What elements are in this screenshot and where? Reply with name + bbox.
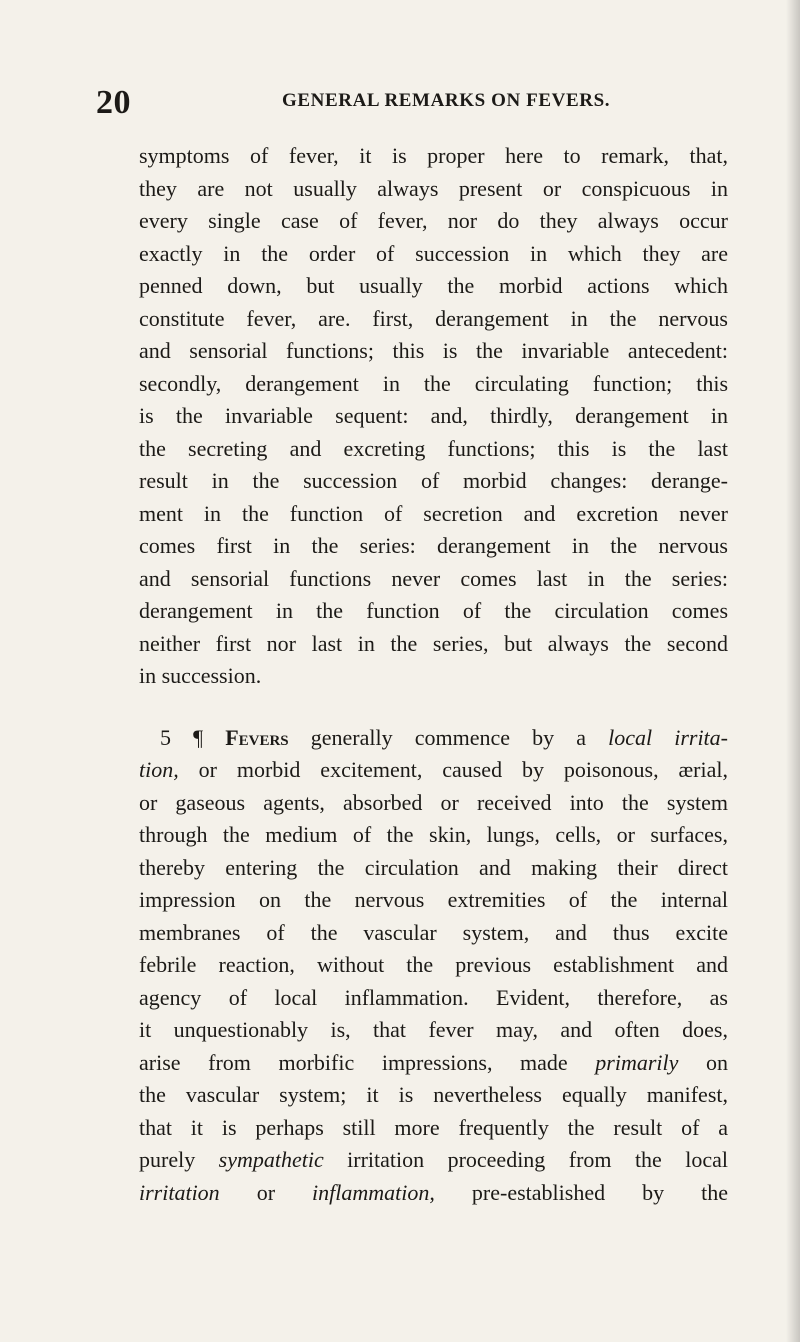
text-line: febrile reaction, without the previous establishment and bbox=[139, 952, 728, 977]
text-line: is the invariable sequent: and, thirdly, derangement in bbox=[139, 403, 728, 428]
paragraph-2 bbox=[139, 722, 728, 1210]
lead-word: Fevers bbox=[225, 724, 289, 750]
text-line bbox=[139, 1144, 728, 1177]
text-line: and sensorial functions; this is the invariable antecedent: bbox=[139, 338, 728, 363]
text-run: on bbox=[678, 1049, 728, 1075]
text-run: pre-established by the bbox=[434, 1179, 728, 1205]
text-line: derangement in the function of the circulation comes bbox=[139, 598, 728, 623]
italic-run: inflammation, bbox=[312, 1179, 435, 1205]
section-number: 5 bbox=[160, 724, 171, 750]
page-header bbox=[96, 72, 736, 122]
italic-run: sympathetic bbox=[218, 1147, 324, 1172]
text-line bbox=[139, 1047, 728, 1080]
text-line: it unquestionably is, that fever may, and often does, bbox=[139, 1017, 728, 1042]
text-line: the secreting and excreting functions; this is the last bbox=[139, 435, 728, 461]
text-line bbox=[139, 722, 728, 755]
text-line: exactly in the order of succession in which they are bbox=[139, 240, 728, 266]
text-run: or morbid excitement, caused by poisonous, ærial, bbox=[178, 757, 728, 782]
text-run: arise from morbific impressions, made bbox=[139, 1049, 596, 1075]
text-run: or bbox=[219, 1179, 313, 1205]
body-text bbox=[139, 140, 728, 1209]
text-line: impression on the nervous extremities of the internal bbox=[139, 887, 728, 912]
italic-run: local irrita- bbox=[608, 724, 728, 750]
paragraph-1 bbox=[139, 140, 728, 693]
text-line: constitute fever, are. first, derangement in the nervous bbox=[139, 305, 728, 331]
text-line: or gaseous agents, absorbed or received into the system bbox=[139, 789, 728, 815]
text-line: agency of local inflammation. Evident, therefore, as bbox=[139, 984, 728, 1010]
italic-run: primarily bbox=[595, 1049, 679, 1075]
running-head: GENERAL REMARKS ON FEVERS. bbox=[282, 90, 611, 111]
text-line: symptoms of fever, it is proper here to remark, that, bbox=[139, 143, 728, 168]
text-line bbox=[139, 754, 728, 787]
text-line: secondly, derangement in the circulating function; this bbox=[139, 370, 728, 396]
text-line: penned down, but usually the morbid actions which bbox=[139, 273, 728, 298]
text-line: the vascular system; it is nevertheless equally manifest, bbox=[139, 1082, 728, 1107]
text-line: they are not usually always present or conspicuous in bbox=[139, 175, 728, 201]
text-line: ment in the function of secretion and excretion never bbox=[139, 500, 728, 526]
page-edge-shadow bbox=[786, 0, 800, 1342]
text-line: neither first nor last in the series, but always the second bbox=[139, 630, 728, 656]
text-line: result in the succession of morbid changes: derange- bbox=[139, 468, 728, 493]
text-line: and sensorial functions never comes last in the series: bbox=[139, 565, 728, 591]
text-run: generally commence by a bbox=[288, 724, 609, 750]
text-line: membranes of the vascular system, and thus excite bbox=[139, 919, 728, 945]
text-run: irritation proceeding from the local bbox=[323, 1147, 729, 1172]
italic-run: irritation bbox=[139, 1179, 220, 1205]
text-line: that it is perhaps still more frequently the result of a bbox=[139, 1114, 728, 1140]
text-line: in succession. bbox=[139, 663, 262, 688]
text-line: thereby entering the circulation and making their direct bbox=[139, 854, 728, 880]
italic-run: tion, bbox=[139, 757, 179, 782]
pilcrow-mark: ¶ bbox=[193, 724, 204, 750]
text-run: purely bbox=[139, 1147, 219, 1172]
paragraph-gap bbox=[139, 693, 728, 722]
page-number: 20 bbox=[96, 84, 131, 121]
text-line bbox=[139, 1177, 728, 1210]
text-line: every single case of fever, nor do they always occur bbox=[139, 208, 728, 233]
text-line: through the medium of the skin, lungs, cells, or surfaces, bbox=[139, 822, 728, 847]
text-line: comes first in the series: derangement in the nervous bbox=[139, 533, 728, 558]
